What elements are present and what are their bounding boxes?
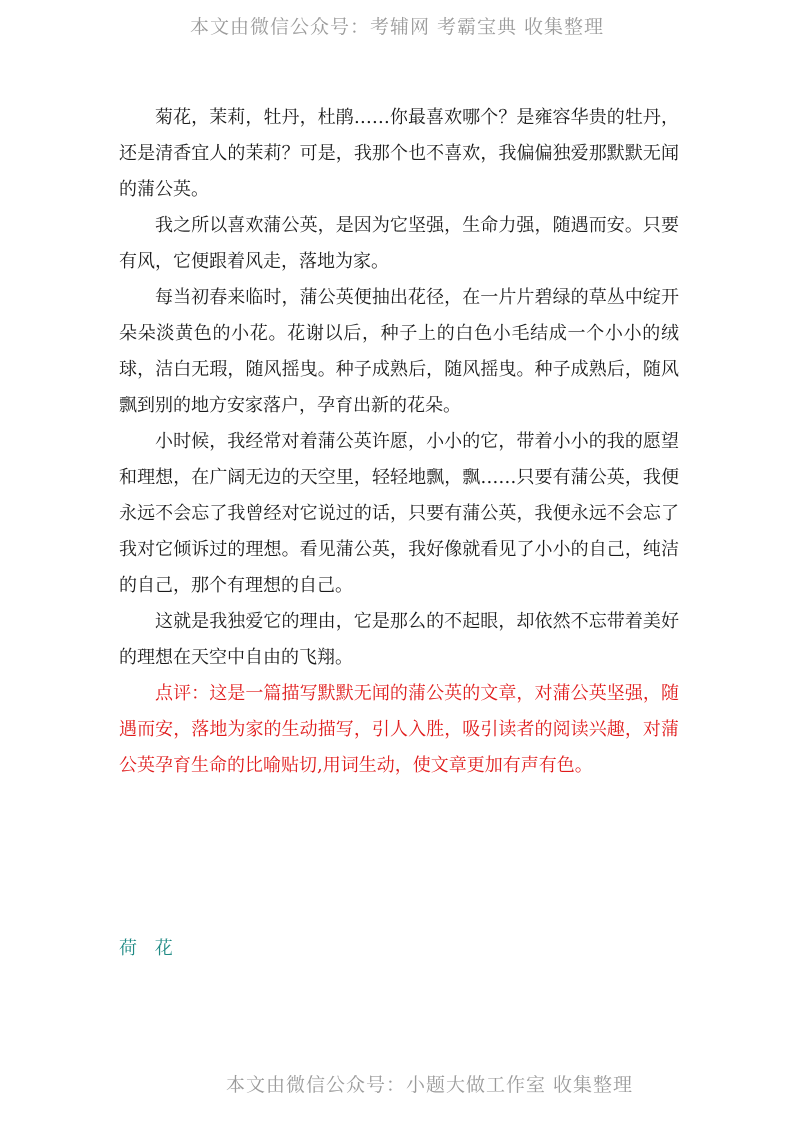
article-paragraph: 每当初春来临时，蒲公英便抽出花径，在一片片碧绿的草丛中绽开朵朵淡黄色的小花。花谢以后，种子上的白色小毛结成一个小小的绒球，洁白无瑕，随风摇曳。种子成熟后，随风摇曳。种子成熟后，随风飘到别的地方安家落户，孕育出新的花朵。 [119, 287, 679, 416]
article-paragraph: 这就是我独爱它的理由，它是那么的不起眼，却依然不忘带着美好的理想在天空中自由的飞翔。 [119, 611, 679, 668]
article-body [119, 100, 679, 784]
article-paragraph: 菊花，茉莉，牡丹，杜鹃……你最喜欢哪个？是雍容华贵的牡丹，还是清香宜人的茉莉？可是，我那个也不喜欢，我偏偏独爱那默默无闻的蒲公英。 [119, 107, 679, 200]
next-section-title: 荷 花 [119, 938, 179, 959]
article-comment: 点评：这是一篇描写默默无闻的蒲公英的文章，对蒲公英坚强，随遇而安，落地为家的生动描写，引人入胜，吸引读者的阅读兴趣，对蒲公英孕育生命的比喻贴切,用词生动，使文章更加有声有色。 [119, 683, 679, 776]
footer-watermark: 本文由微信公众号：小题大做工作室 收集整理 [226, 1074, 634, 1096]
article-paragraph: 小时候，我经常对着蒲公英许愿，小小的它，带着小小的我的愿望和理想，在广阔无边的天空里，轻轻地飘，飘……只要有蒲公英，我便永远不会忘了我曾经对它说过的话，只要有蒲公英，我便永远不会忘了我对它倾诉过的理想。看见蒲公英，我好像就看见了小小的自己，纯洁的自己，那个有理想的自己。 [119, 431, 679, 596]
header-watermark: 本文由微信公众号：考辅网 考霸宝典 收集整理 [189, 16, 605, 38]
article-paragraph: 我之所以喜欢蒲公英，是因为它坚强，生命力强，随遇而安。只要有风，它便跟着风走，落地为家。 [119, 215, 679, 272]
